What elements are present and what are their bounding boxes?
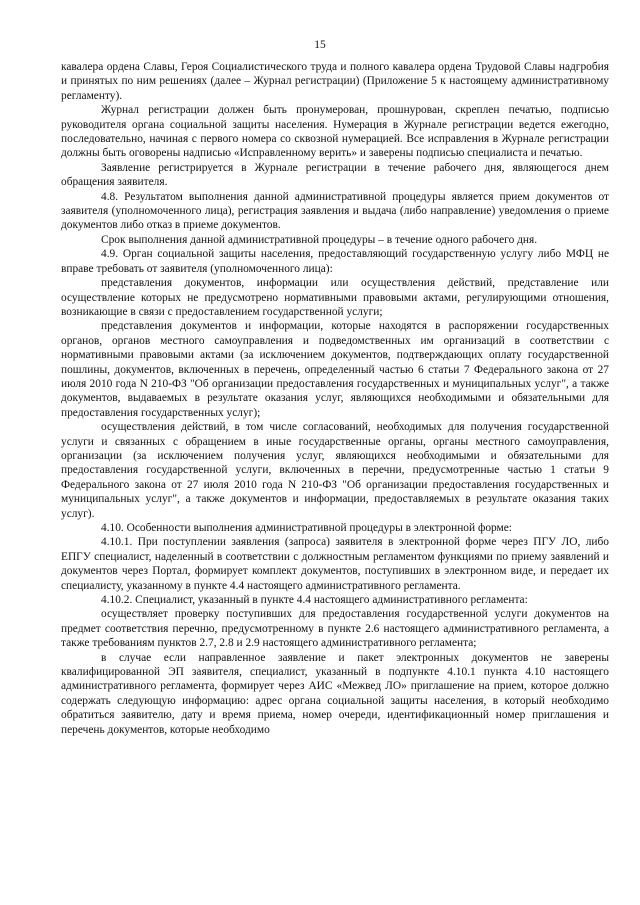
paragraph: Заявление регистрируется в Журнале регистрации в течение рабочего дня, являющегося днем обращения заявителя.	[61, 161, 609, 189]
paragraph: в случае если направленное заявление и пакет электронных документов не заверены квалифицированной ЭП заявителя, специалист, указанный в подпункте 4.10.1 пункта 4.10 настоящего административного регламента, формирует через АИС «Межвед ЛО» приглашение на прием, которое должно содержать следующую информацию: адрес органа социальной защиты населения, в который необходимо обратиться заявителю, дату и время приема, номер очереди, идентификационный номер приглашения и перечень документов, которые необходимо	[61, 651, 609, 736]
paragraph: 4.9. Орган социальной защиты населения, предоставляющий государственную услугу либо МФЦ не вправе требовать от заявителя (уполномоченного лица):	[61, 248, 609, 275]
paragraph: Журнал регистрации должен быть пронумерован, прошнурован, скреплен печатью, подписью руководителя органа социальной защиты населения. Нумерация в Журнале регистрации ведется ежегодно, последовательно, начиная с первого номера со сквозной нумерацией. Все исправления в Журнале регистрации должны быть оговорены надписью «Исправленному верить» и заверены подписью специалиста и печатью.	[61, 104, 609, 160]
paragraph: представления документов и информации, которые находятся в распоряжении государственных органов, органов местного самоуправления и подведомственных им организаций в соответствии с нормативными правовыми актами (за исключением документов, подтверждающих оплату государственной пошлины, документов, включенных в перечень, определенный частью 6 статьи 7 Федерального закона от 27 июля 2010 года N 210-ФЗ "Об организации предоставления государственных и муниципальных услуг", а также документов, выдаваемых в результате оказания услуг, являющихся необходимыми и обязательными для предоставления государственных услуг);	[61, 320, 609, 419]
paragraph: представления документов, информации или осуществления действий, представление или осуществление которых не предусмотрено нормативными правовыми актами, регулирующими отношения, возникающие в связи с предоставлением государственной услуги;	[61, 277, 609, 318]
paragraph: кавалера ордена Славы, Героя Социалистического труда и полного кавалера ордена Трудовой Славы надгробия и принятых по ним решениях (далее – Журнал регистрации) (Приложение 5 к настоящему административному регламенту).	[61, 61, 609, 102]
paragraph: осуществления действий, в том числе согласований, необходимых для получения государственной услуги и связанных с обращением в иные государственные органы, органы местного самоуправления, организации (за исключением получения услуг, являющихся необходимыми и обязательными для предоставления государственной услуги, включенных в перечни, предусмотренные частью 1 статьи 9 Федерального закона от 27 июля 2010 года N 210-ФЗ "Об организации предоставления государственных и муниципальных услуг", а также документов и информации, предоставляемых в результате оказания таких услуг).	[61, 421, 609, 520]
paragraph: 4.8. Результатом выполнения данной административной процедуры является прием документов от заявителя (уполномоченного лица), регистрация заявления и выдача (либо направление) уведомления о приеме документов либо отказ в приеме документов.	[61, 190, 609, 232]
page-number: 15	[314, 39, 326, 51]
paragraph: 4.10. Особенности выполнения административной процедуры в электронной форме:	[101, 522, 512, 534]
paragraph: 4.10.2. Специалист, указанный в пункте 4.4 настоящего административного регламента:	[101, 594, 528, 607]
paragraph: осуществляет проверку поступивших для предоставления государственной услуги документов на предмет соответствия перечню, предусмотренному в пункте 2.6 настоящего административного регламента, а также требованиям пунктов 2.7, 2.8 и 2.9 настоящего административного регламента;	[61, 608, 609, 650]
paragraph: 4.10.1. При поступлении заявления (запроса) заявителя в электронной форме через ПГУ ЛО, либо ЕПГУ специалист, наделенный в соответствии с должностным регламентом функциями по приему заявлений и документов через Портал, формирует комплект документов, поступивших в электронном виде, и передает их специалисту, указанному в пункте 4.4 настоящего административного регламента.	[61, 536, 609, 592]
paragraph: Срок выполнения данной административной процедуры – в течение одного рабочего дня.	[101, 233, 538, 246]
document-body	[61, 60, 609, 737]
